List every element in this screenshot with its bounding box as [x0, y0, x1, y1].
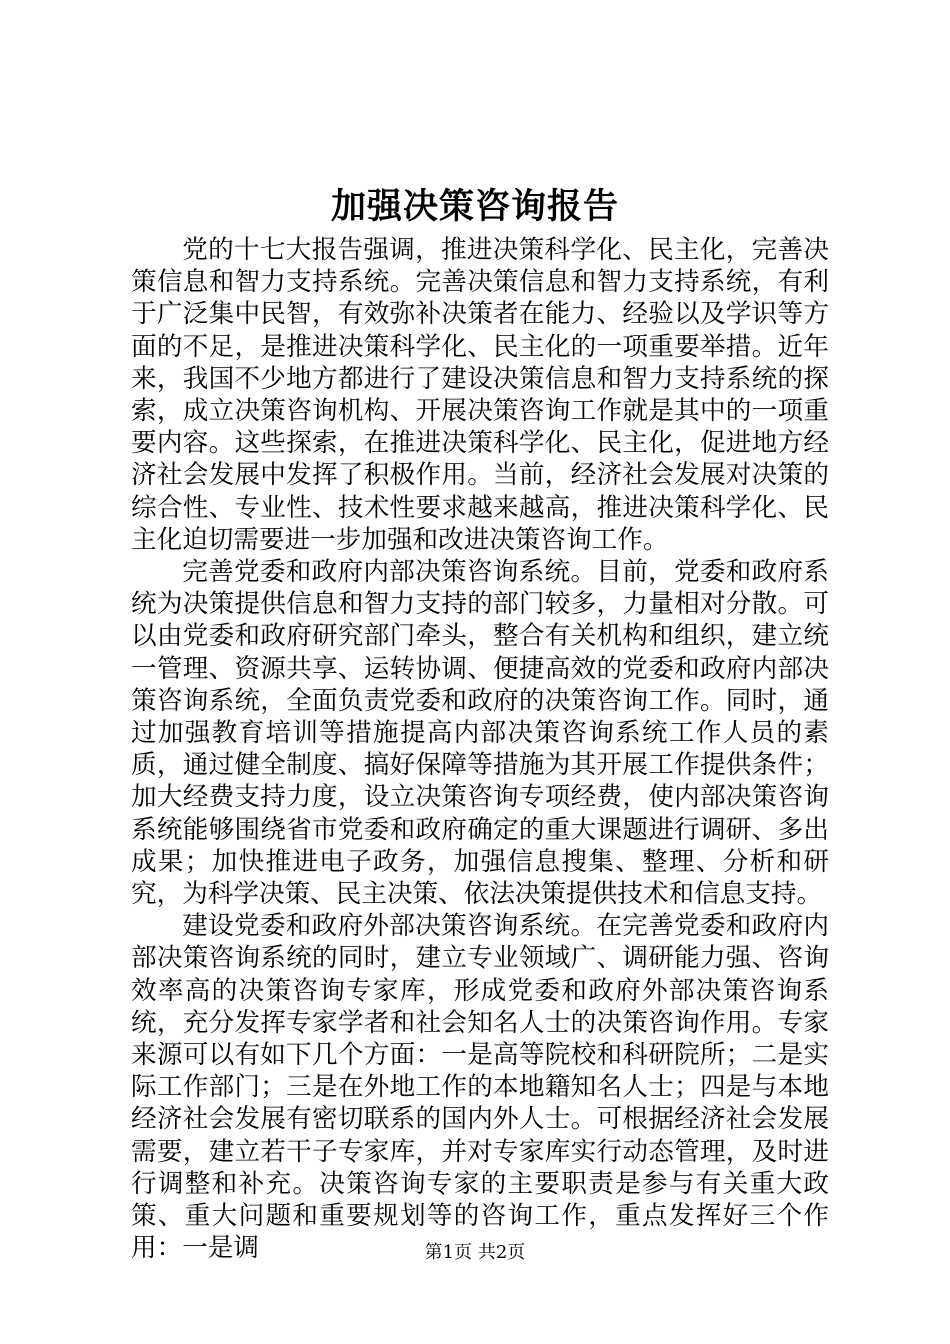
paragraph-1: 党的十七大报告强调，推进决策科学化、民主化，完善决策信息和智力支持系统。完善决策信息和智力支持系统，有利于广泛集中民智，有效弥补决策者在能力、经验以及学识等方面的不足，是推进决策科学化、民主化的一项重要举措。近年来，我国不少地方都进行了建设决策信息和智力支持系统的探索，成立决策咨询机构、开展决策咨询工作就是其中的一项重要内容。这些探索，在推进决策科学化、民主化，促进地方经济社会发展中发挥了积极作用。当前，经济社会发展对决策的综合性、专业性、技术性要求越来越高，推进决策科学化、民主化迫切需要进一步加强和改进决策咨询工作。: [131, 235, 829, 555]
page-number-footer: 第1页 共2页: [424, 1242, 526, 1263]
paragraph-2: 完善党委和政府内部决策咨询系统。目前，党委和政府系统为决策提供信息和智力支持的部门较多，力量相对分散。可以由党委和政府研究部门牵头，整合有关机构和组织，建立统一管理、资源共享、运转协调、便捷高效的党委和政府内部决策咨询系统，全面负责党委和政府的决策咨询工作。同时，通过加强教育培训等措施提高内部决策咨询系统工作人员的素质，通过健全制度、搞好保障等措施为其开展工作提供条件；加大经费支持力度，设立决策咨询专项经费，使内部决策咨询系统能够围绕省市党委和政府确定的重大课题进行调研、多出成果；加快推进电子政务，加强信息搜集、整理、分析和研究，为科学决策、民主决策、依法决策提供技术和信息支持。: [131, 557, 829, 910]
paragraph-3: 建设党委和政府外部决策咨询系统。在完善党委和政府内部决策咨询系统的同时，建立专业领域广、调研能力强、咨询效率高的决策咨询专家库，形成党委和政府外部决策咨询系统，充分发挥专家学者和社会知名人士的决策咨询作用。专家来源可以有如下几个方面：一是高等院校和科研院所；二是实际工作部门；三是在外地工作的本地籍知名人士；四是与本地经济社会发展有密切联系的国内外人士。可根据经济社会发展需要，建立若干子专家库，并对专家库实行动态管理，及时进行调整和补充。决策咨询专家的主要职责是参与有关重大政策、重大问题和重要规划等的咨询工作，重点发挥好三个作用：一是调: [131, 911, 829, 1264]
document-body: [131, 234, 829, 1265]
document-title: 加强决策咨询报告: [330, 186, 619, 227]
